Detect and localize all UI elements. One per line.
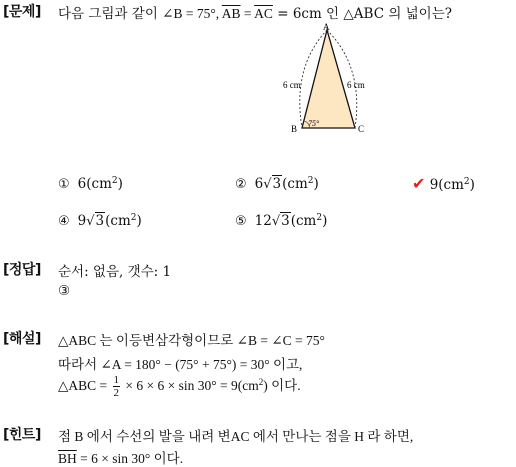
choice-4-sqrt: √3 [86,213,105,229]
explanation-area-expr: × 6 × 6 × sin 30° = 9(cm [122,378,259,393]
choice-4[interactable] [58,213,142,229]
explanation-area-tail: ) 이다. [263,378,301,393]
question-part-ac: $\overline{AC}$ [254,6,273,21]
explanation-sup: 2 [258,377,264,387]
choice-2-coef: 6 [254,176,264,192]
hint-tag: [힌트] [3,427,41,443]
right-side-label: 6 cm [347,80,365,90]
answer-tag: [정답] [3,262,41,278]
hint-line-2 [58,447,183,467]
hint-segment-bh: $\overline{BH}$ [58,451,77,466]
fraction-denominator: 2 [113,387,120,400]
choice-5-unit: (cm [290,213,317,229]
choice-2-sqrt: √3 [263,176,282,192]
fraction-numerator: 1 [113,374,120,387]
hint-line-2-rest: = 6 × sin 30° 이다. [76,451,184,466]
question-part-tail: = 6cm 인 △ABC 의 넓이는? [272,6,453,22]
choice-1-close: ) [117,176,123,192]
choice-1-number: ① [58,177,70,192]
choice-4-unit: (cm [105,213,131,229]
choice-4-close: ) [136,213,142,229]
question-part-angle: ∠B = 75°, [162,6,222,21]
answer-value: ③ [58,283,71,299]
explanation-line-2: 따라서 ∠A = 180° − (75° + 75°) = 30° 이고, [58,357,303,372]
vertex-c-label: C [358,124,365,134]
choice-5[interactable] [235,213,327,229]
explanation-line-3 [58,374,301,399]
choice-2-unit: (cm [282,176,308,192]
vertex-b-label: B [291,124,298,134]
choice-5-sqrt: √3 [271,213,290,229]
explanation-line-1: △ABC 는 이등변삼각형이므로 ∠B = ∠C = 75° [58,333,325,348]
choice-5-radicand: 3 [281,213,290,229]
choice-3-sup: 2 [463,177,470,187]
choice-2-radicand: 3 [272,176,282,192]
hint-line-1: 점 B 에서 수선의 발을 내려 변AC 에서 만나는 점을 H 라 하면, [58,429,414,444]
choice-5-number: ⑤ [235,214,247,229]
question-part-eq: = [240,6,255,21]
triangle-figure [272,22,382,138]
fraction-half [113,374,121,399]
question-text [58,2,452,22]
explanation-area-label: △ABC = [58,378,111,393]
choice-5-sup: 2 [316,213,323,223]
answer-meta: 순서: 없음, 갯수: 1 [58,264,172,280]
choice-3-text: 9(cm [429,177,464,193]
choice-3-close: ) [469,177,475,193]
choice-4-number: ④ [58,214,70,229]
question-tag: [문제] [3,4,41,20]
question-part-intro: 다음 그림과 같이 [58,6,163,22]
choice-5-coef: 12 [254,213,272,229]
choice-4-sup: 2 [130,213,137,223]
choice-1-sup: 2 [111,176,118,186]
left-side-label: 6 cm [283,80,301,90]
choice-4-coef: 9 [77,213,87,229]
question-part-ab: $\overline{AB}$ [221,6,241,21]
choice-1[interactable] [58,176,123,192]
choice-2-sup: 2 [307,176,314,186]
choice-1-text: 6(cm [77,176,112,192]
choice-2-close: ) [313,176,319,192]
choice-3[interactable] [412,174,475,193]
angle-b-label: 75° [308,119,320,128]
vertex-a-label: A [323,22,330,32]
choice-2[interactable] [235,176,319,192]
choice-4-radicand: 3 [95,213,105,229]
triangle-shape [302,30,355,128]
explanation-tag: [해설] [3,331,41,347]
choice-2-number: ② [235,177,247,192]
choice-5-close: ) [322,213,328,229]
checkmark-icon: ✔ [412,174,426,193]
